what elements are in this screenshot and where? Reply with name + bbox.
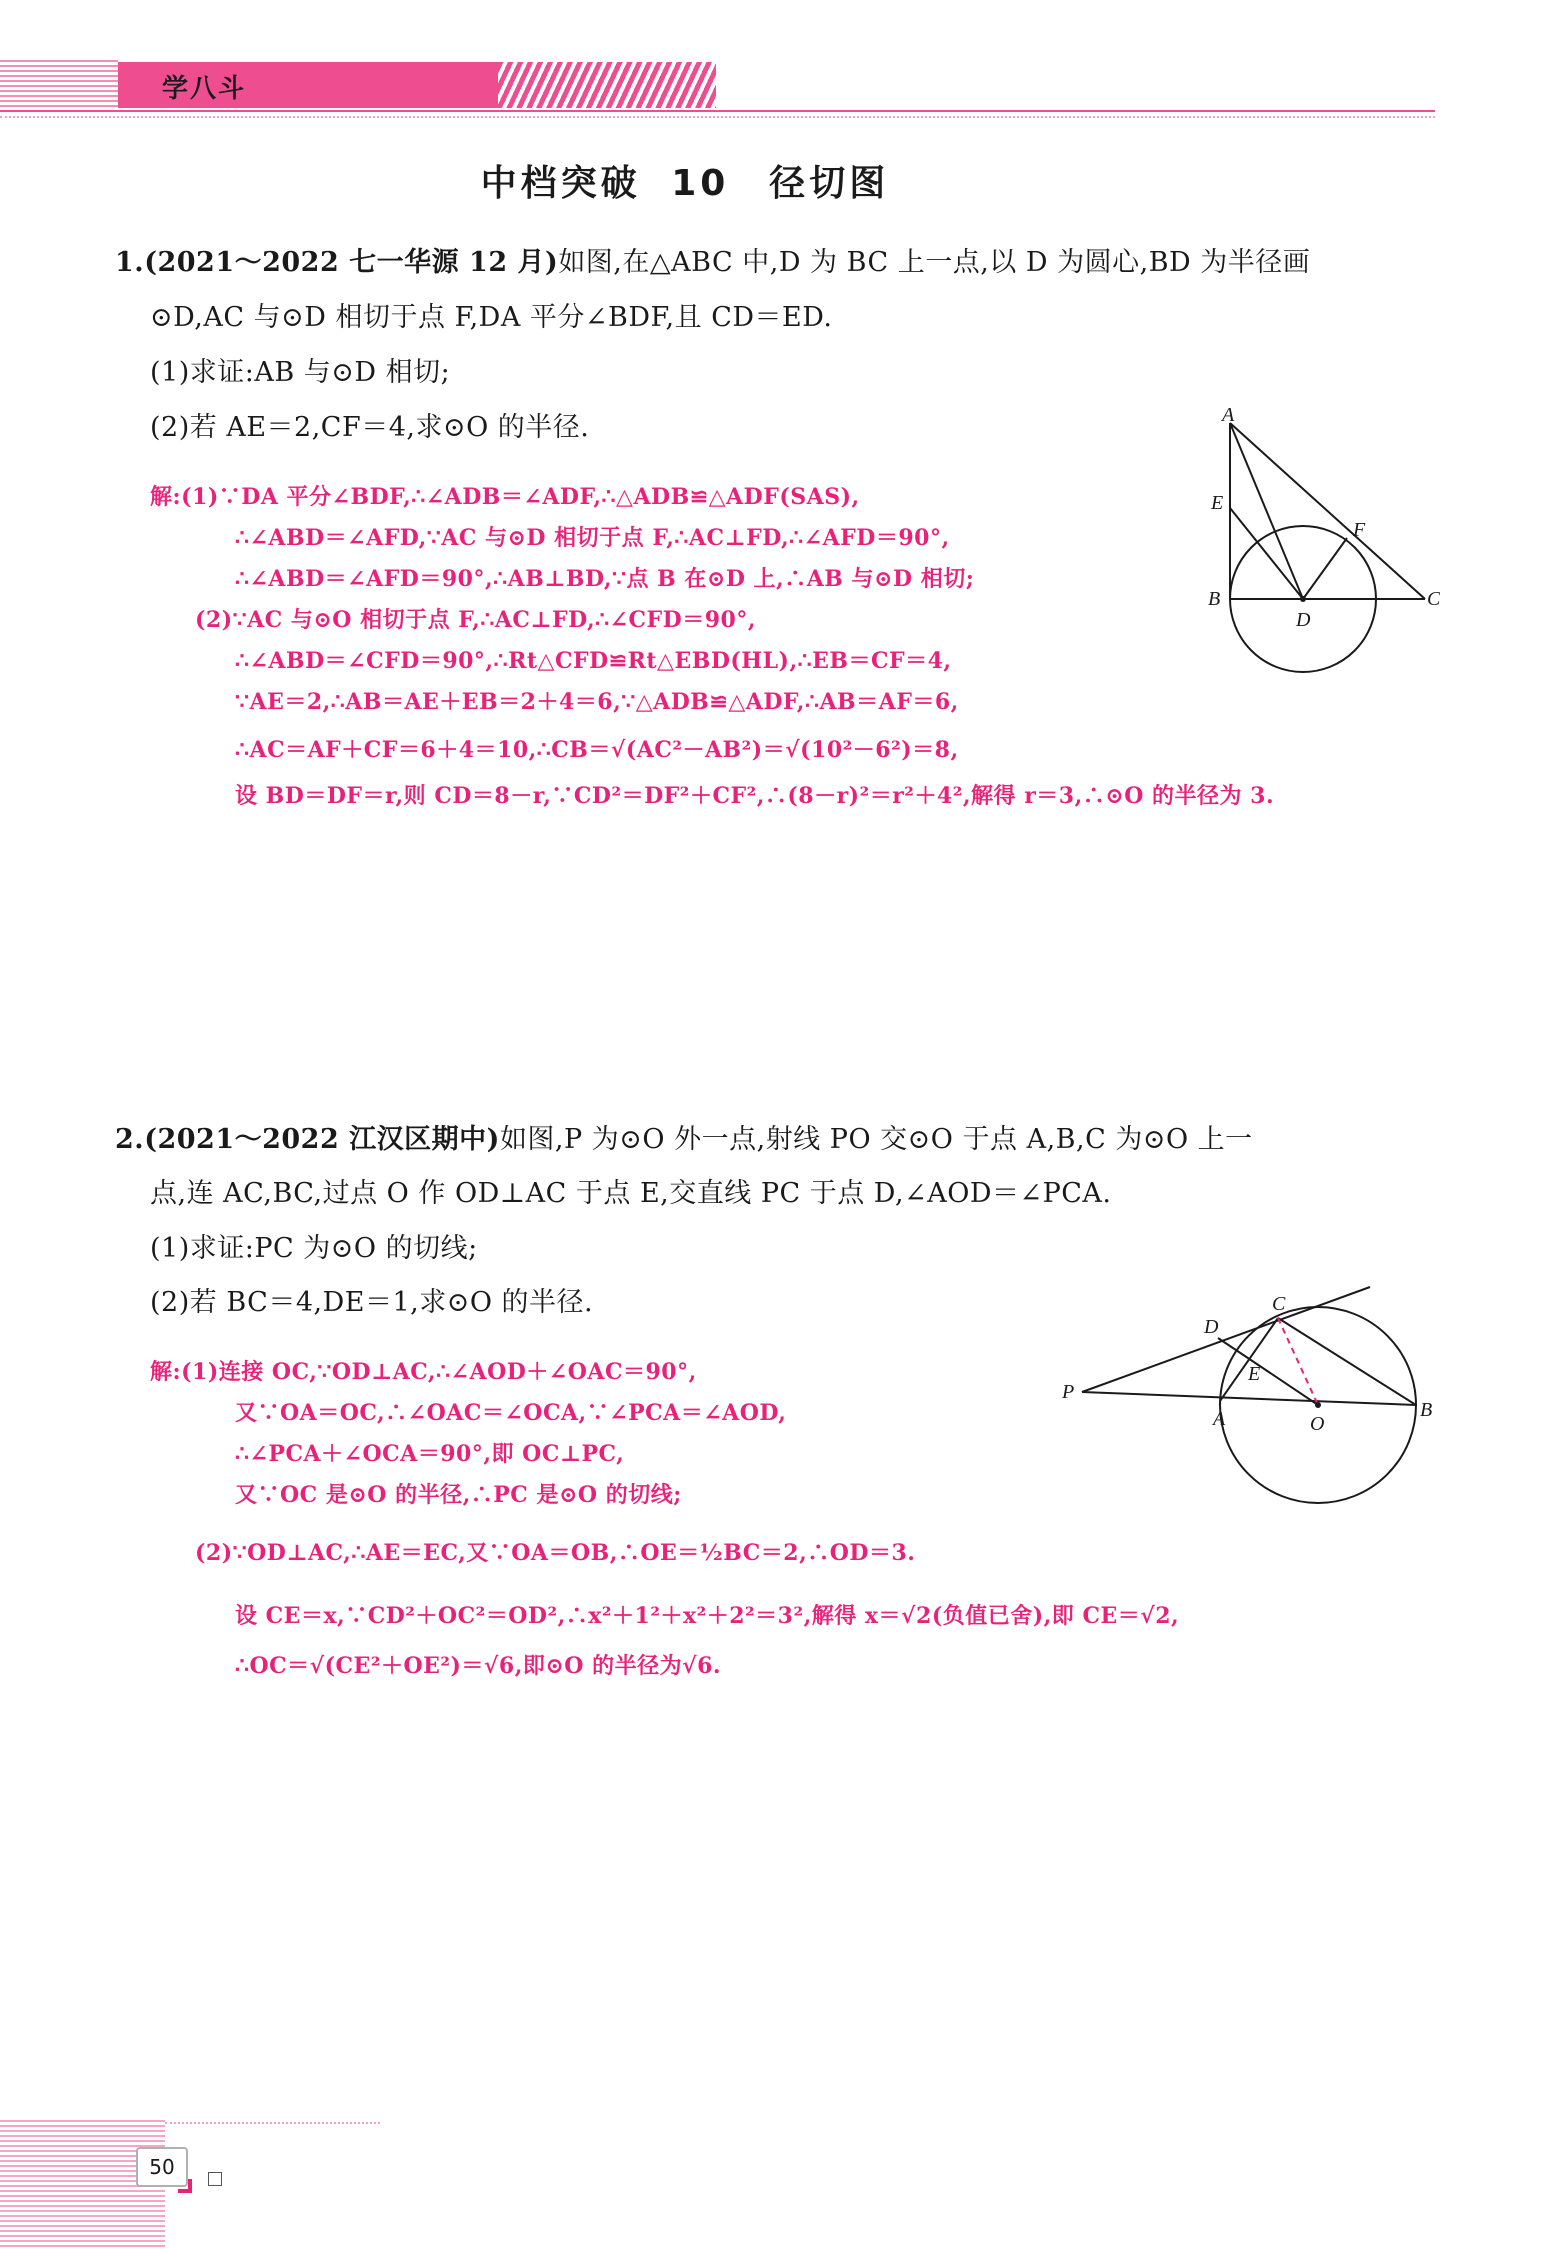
label-d: D	[1296, 609, 1311, 631]
q1-source: (2021～2022 七一华源 12 月)	[144, 247, 559, 278]
center-point-d	[1300, 596, 1306, 602]
q2-solution-line: ∴OC＝√(CE²＋OE²)＝√6,即⊙O 的半径为√6.	[235, 1653, 722, 1679]
segment-ad	[1230, 423, 1303, 599]
line-pc	[1082, 1287, 1370, 1392]
label-a: A	[1213, 1408, 1226, 1430]
q1-solution-line: 设 BD＝DF＝r,则 CD＝8－r,∵CD²＝DF²＋CF²,∴(8－r)²＝r²＋4²,解得 r＝3,∴⊙O 的半径为 3.	[235, 783, 1275, 809]
q1-part2: (2)若 AE＝2,CF＝4,求⊙O 的半径.	[150, 412, 590, 443]
q1-solution-line: ∴∠ABD＝∠AFD,∵AC 与⊙D 相切于点 F,∴AC⊥FD,∴∠AFD＝90°,	[235, 525, 950, 551]
q1-part1: (1)求证:AB 与⊙D 相切;	[150, 357, 451, 388]
q1-number: 1.	[115, 247, 145, 278]
q2-source: (2021～2022 江汉区期中)	[144, 1124, 500, 1155]
series-title: 学八斗	[162, 74, 247, 104]
segment-ac	[1230, 423, 1425, 599]
q2-stem-text: 如图,P 为⊙O 外一点,射线 PO 交⊙O 于点 A,B,C 为⊙O 上一	[499, 1124, 1253, 1155]
segment-ed	[1230, 508, 1303, 599]
page-title: 中档突破 10 径切图	[480, 163, 890, 204]
q2-solution-line: ∴∠PCA＋∠OCA＝90°,即 OC⊥PC,	[235, 1441, 625, 1467]
q1-solution-line: ∵AE＝2,∴AB＝AE＋EB＝2＋4＝6,∵△ADB≌△ADF,∴AB＝AF＝6,	[235, 689, 959, 715]
footer-dotted-rule	[165, 2122, 380, 2124]
header-rule	[0, 110, 1435, 112]
label-e: E	[1211, 492, 1224, 514]
q2-solution-line: 又∵OA＝OC,∴∠OAC＝∠OCA,∵∠PCA＝∠AOD,	[235, 1400, 787, 1426]
q2-geometry-figure	[1050, 1270, 1450, 1510]
label-p: P	[1062, 1381, 1075, 1403]
label-c: C	[1272, 1293, 1286, 1315]
label-o: O	[1310, 1413, 1325, 1435]
label-f: F	[1353, 519, 1366, 541]
q1-stem-line2: ⊙D,AC 与⊙D 相切于点 F,DA 平分∠BDF,且 CD＝ED.	[150, 302, 833, 333]
header-stripe-decoration	[0, 60, 118, 110]
header-dotted-rule	[0, 116, 1435, 118]
label-c: C	[1427, 588, 1440, 610]
header-band-hatch	[498, 62, 716, 108]
q2-solution-line: 又∵OC 是⊙O 的半径,∴PC 是⊙O 的切线;	[235, 1482, 682, 1508]
q2-solution-line: 解:(1)连接 OC,∵OD⊥AC,∴∠AOD＋∠OAC＝90°,	[150, 1359, 697, 1385]
q1-stem-line1	[115, 243, 1310, 283]
q1-stem-text: 如图,在△ABC 中,D 为 BC 上一点,以 D 为圆心,BD 为半径画	[558, 247, 1311, 278]
q1-solution-line: ∴AC＝AF＋CF＝6＋4＝10,∴CB＝√(AC²－AB²)＝√(10²－6²)＝8,	[235, 737, 959, 763]
q2-stem-line1	[115, 1120, 1253, 1160]
label-b: B	[1208, 588, 1221, 610]
q1-solution-line: ∴∠ABD＝∠AFD＝90°,∴AB⊥BD,∵点 B 在⊙D 上,∴AB 与⊙D 相切;	[235, 566, 975, 592]
q2-solution-line: (2)∵OD⊥AC,∴AE＝EC,又∵OA＝OB,∴OE＝½BC＝2,∴OD＝3.	[195, 1540, 916, 1566]
label-b: B	[1420, 1399, 1433, 1421]
q2-stem-line2: 点,连 AC,BC,过点 O 作 OD⊥AC 于点 E,交直线 PC 于点 D,∠AOD＝∠PCA.	[150, 1178, 1112, 1209]
q2-part1: (1)求证:PC 为⊙O 的切线;	[150, 1233, 478, 1264]
label-d: D	[1204, 1316, 1219, 1338]
q1-solution-line: 解:(1)∵DA 平分∠BDF,∴∠ADB＝∠ADF,∴△ADB≌△ADF(SAS),	[150, 484, 860, 510]
q2-part2: (2)若 BC＝4,DE＝1,求⊙O 的半径.	[150, 1287, 594, 1318]
center-point-o	[1315, 1402, 1321, 1408]
segment-df	[1303, 538, 1347, 599]
q2-solution-line: 设 CE＝x,∵CD²＋OC²＝OD²,∴x²＋1²＋x²＋2²＝3²,解得 x＝√2(负值已舍),即 CE＝√2,	[235, 1603, 1180, 1629]
q2-number: 2.	[115, 1124, 145, 1155]
footer-square-mark	[208, 2172, 222, 2186]
label-e: E	[1248, 1363, 1261, 1385]
q1-solution-line: ∴∠ABD＝∠CFD＝90°,∴Rt△CFD≌Rt△EBD(HL),∴EB＝CF＝4,	[235, 648, 952, 674]
label-a: A	[1222, 405, 1235, 426]
ray-po	[1082, 1392, 1416, 1405]
q1-geometry-figure	[1200, 405, 1440, 695]
page-number: 50	[136, 2147, 188, 2187]
q1-solution-line: (2)∵AC 与⊙O 相切于点 F,∴AC⊥FD,∴∠CFD＝90°,	[195, 607, 757, 633]
